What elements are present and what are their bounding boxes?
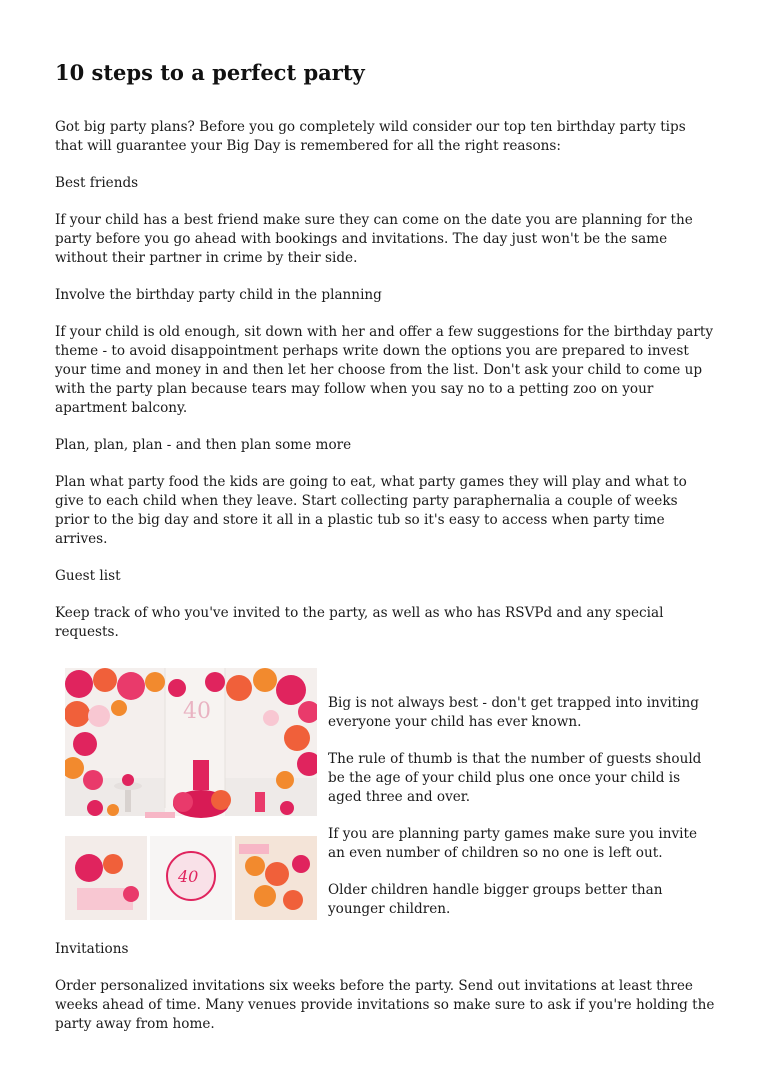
section-heading-plan: Plan, plan, plan - and then plan some more (55, 437, 352, 453)
guest-tip: If you are planning party games make sure you invite an even number of children so no one is left out. (328, 826, 697, 861)
section-body-guest-list: Keep track of who you've invited to the party, as well as who has RSVPd and any special requests. (55, 605, 664, 640)
guest-tip: Older children handle bigger groups better than younger children. (328, 882, 663, 917)
guest-tips-figure-row (65, 668, 715, 920)
intro-paragraph: Got big party plans? Before you go completely wild consider our top ten birthday party tips that will guarantee your Big Day is remembered for all the right reasons: (55, 119, 686, 154)
guest-tip: The rule of thumb is that the number of guests should be the age of your child plus one once your child is aged three and over. (328, 751, 702, 805)
document-page (55, 58, 715, 1052)
guest-tips-text (328, 668, 715, 919)
page-title: 10 steps to a perfect party (55, 60, 365, 85)
party-decor-photo-collage (65, 668, 317, 920)
section-body-plan: Plan what party food the kids are going to eat, what party games they will play and what to give to each child when they leave. Start collecting party paraphernalia a couple of weeks prior to the big day and store it all in a plastic tub so it's easy to access when party time arrives. (55, 474, 687, 547)
section-heading-invitations: Invitations (55, 941, 129, 957)
cup-number: 40 (178, 867, 199, 886)
section-heading-involve-child: Involve the birthday party child in the planning (55, 287, 382, 303)
section-body-involve-child: If your child is old enough, sit down with her and offer a few suggestions for the birthday party theme - to avoid disappointment perhaps write down the options you are prepared to invest your time and money in and then let her choose from the list. Don't ask your child to come up with the party plan because tears may follow when you say no to a petting zoo on your apartment balcony. (55, 324, 714, 416)
section-heading-best-friends: Best friends (55, 175, 139, 191)
section-body-best-friends: If your child has a best friend make sure they can come on the date you are planning for the party before you go ahead with bookings and invitations. The day just won't be the same without their partner in crime by their side. (55, 212, 693, 266)
section-heading-guest-list: Guest list (55, 568, 121, 584)
section-body-invitations: Order personalized invitations six weeks before the party. Send out invitations at least three weeks ahead of time. Many venues provide invitations so make sure to ask if you're holding the party away from home. (55, 978, 715, 1032)
banner-number: 40 (183, 699, 211, 724)
guest-tip: Big is not always best - don't get trapped into inviting everyone your child has ever known. (328, 695, 700, 730)
